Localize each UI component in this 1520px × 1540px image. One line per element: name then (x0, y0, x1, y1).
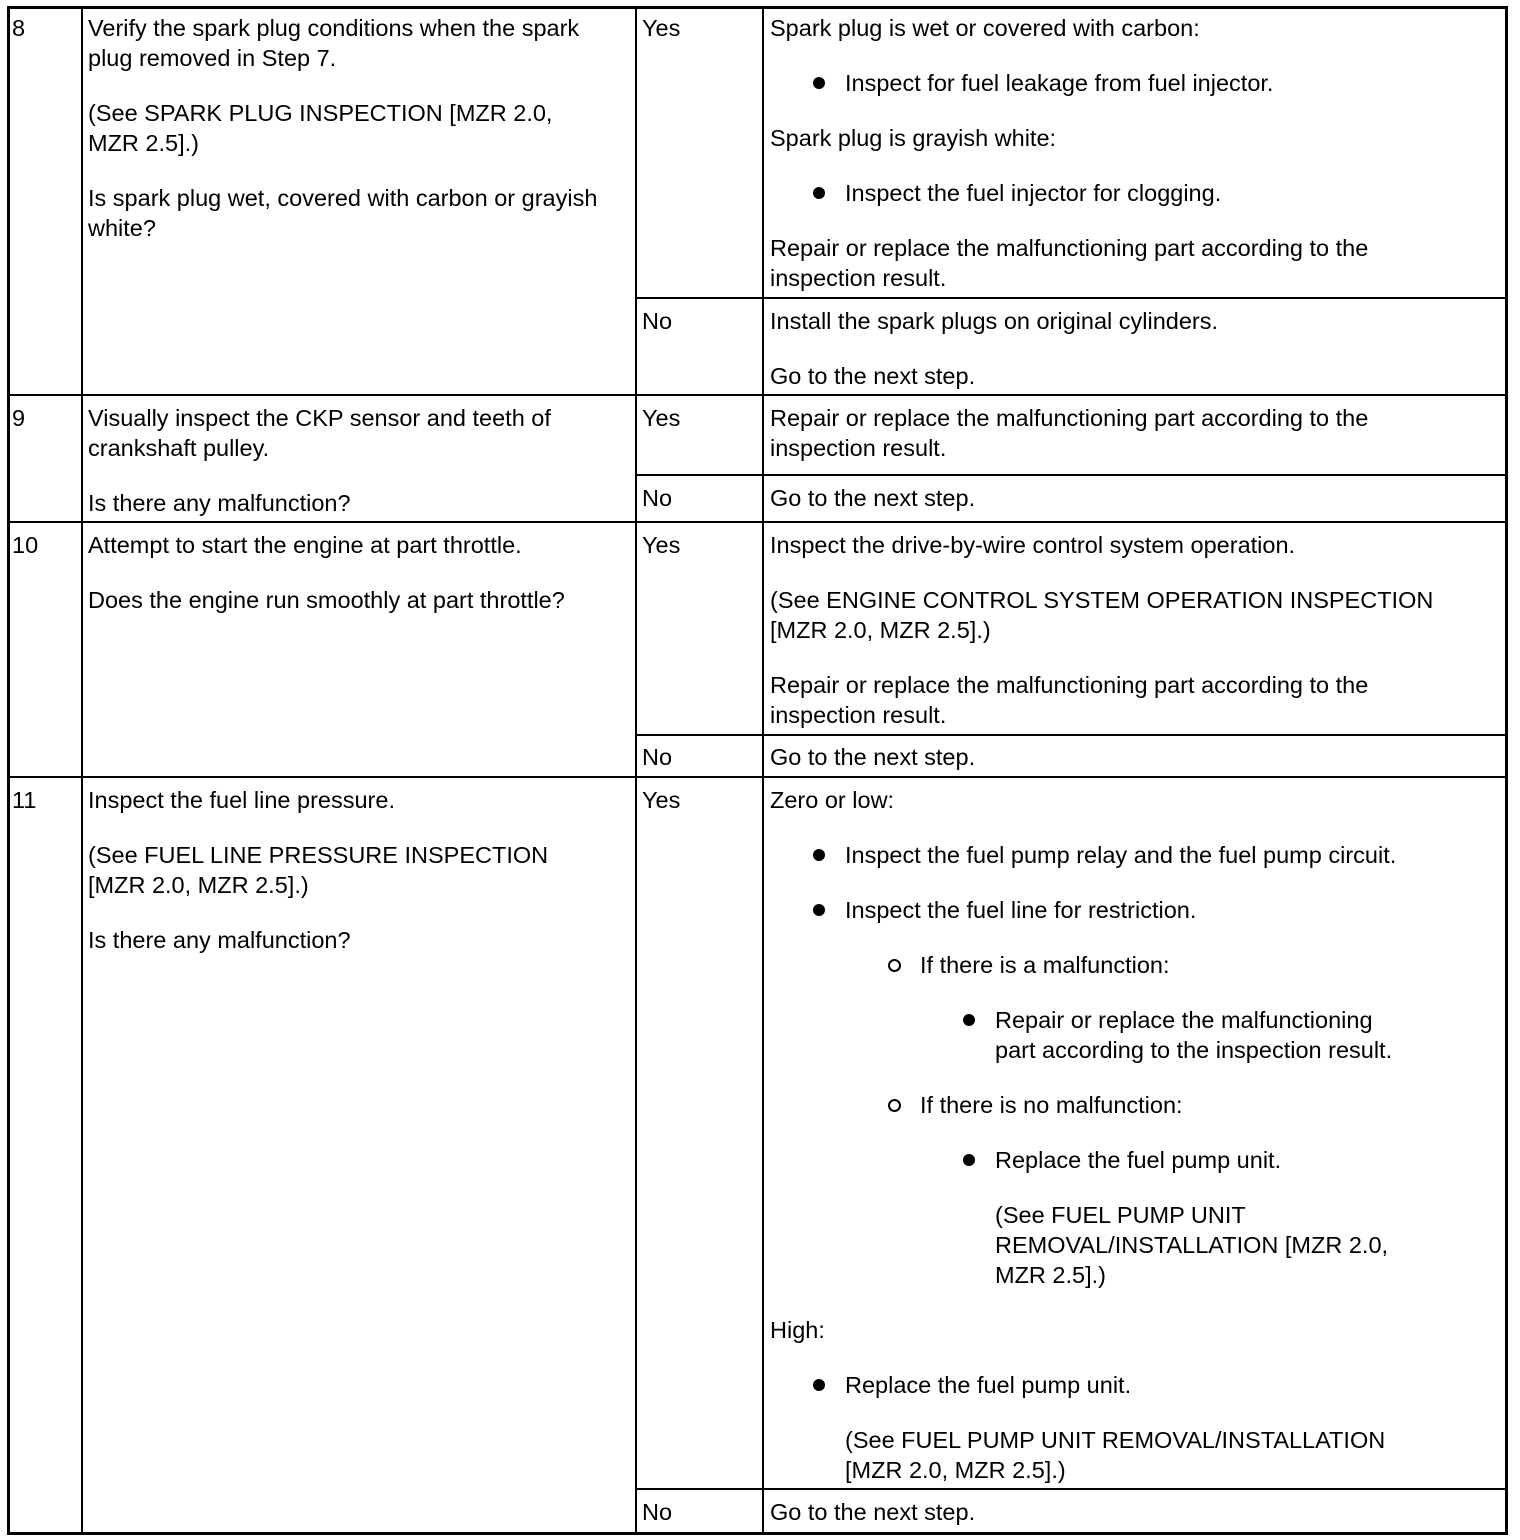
result-divider (635, 474, 1508, 476)
step-number: 10 (12, 532, 39, 558)
action-text: If there is a malfunction: (920, 952, 1170, 978)
inspection-text: Does the engine run smoothly at part throttle? (88, 587, 565, 613)
action-text: High: (770, 1317, 825, 1343)
row-divider (7, 776, 1508, 778)
action-text: Replace the fuel pump unit. (995, 1147, 1282, 1173)
action-text: Repair or replace the malfunctioning part according to the (770, 405, 1369, 431)
inspection-text: (See SPARK PLUG INSPECTION [MZR 2.0, (88, 100, 553, 126)
bullet-dot (813, 1379, 825, 1391)
action-text: Inspect the drive-by-wire control system operation. (770, 532, 1296, 558)
column-divider (81, 6, 83, 1535)
action-text: inspection result. (770, 702, 947, 728)
action-text: Zero or low: (770, 787, 895, 813)
bullet-circle (888, 1099, 901, 1112)
column-divider (762, 6, 764, 1535)
action-text: Repair or replace the malfunctioning part according to the (770, 235, 1369, 261)
row-divider (7, 521, 1508, 523)
action-text: (See FUEL PUMP UNIT (995, 1202, 1246, 1228)
action-text: part according to the inspection result. (995, 1037, 1393, 1063)
action-text: Go to the next step. (770, 485, 976, 511)
action-text: MZR 2.5].) (995, 1262, 1106, 1288)
bullet-circle (888, 959, 901, 972)
action-text: Inspect the fuel injector for clogging. (845, 180, 1222, 206)
action-text: REMOVAL/INSTALLATION [MZR 2.0, (995, 1232, 1389, 1258)
inspection-text: Visually inspect the CKP sensor and teeth of (88, 405, 551, 431)
step-number: 11 (12, 787, 37, 813)
action-text: If there is no malfunction: (920, 1092, 1183, 1118)
bullet-dot (963, 1154, 975, 1166)
row-divider (7, 394, 1508, 396)
inspection-text: Attempt to start the engine at part throttle. (88, 532, 522, 558)
result-divider (635, 297, 1508, 299)
inspection-text: white? (88, 215, 156, 241)
answer-yes: Yes (642, 787, 681, 813)
inspection-text: Is there any malfunction? (88, 490, 351, 516)
column-divider (635, 6, 637, 1535)
inspection-text: (See FUEL LINE PRESSURE INSPECTION (88, 842, 549, 868)
inspection-text: Is spark plug wet, covered with carbon or grayish (88, 185, 598, 211)
action-text: Spark plug is grayish white: (770, 125, 1057, 151)
action-text: [MZR 2.0, MZR 2.5].) (770, 617, 991, 643)
action-text: Install the spark plugs on original cylinders. (770, 308, 1219, 334)
action-text: [MZR 2.0, MZR 2.5].) (845, 1457, 1066, 1483)
answer-no: No (642, 308, 673, 334)
inspection-text: MZR 2.5].) (88, 130, 199, 156)
bullet-dot (963, 1014, 975, 1026)
bullet-dot (813, 77, 825, 89)
step-number: 9 (12, 405, 26, 431)
action-text: Inspect for fuel leakage from fuel injector. (845, 70, 1274, 96)
action-text: Go to the next step. (770, 363, 976, 389)
action-text: inspection result. (770, 265, 947, 291)
inspection-text: Verify the spark plug conditions when the spark (88, 15, 580, 41)
answer-no: No (642, 744, 673, 770)
action-text: Spark plug is wet or covered with carbon: (770, 15, 1200, 41)
bullet-dot (813, 187, 825, 199)
answer-no: No (642, 485, 673, 511)
inspection-text: plug removed in Step 7. (88, 45, 337, 71)
answer-yes: Yes (642, 405, 681, 431)
action-text: (See FUEL PUMP UNIT REMOVAL/INSTALLATION (845, 1427, 1386, 1453)
action-text: Go to the next step. (770, 744, 976, 770)
inspection-text: [MZR 2.0, MZR 2.5].) (88, 872, 309, 898)
inspection-text: crankshaft pulley. (88, 435, 270, 461)
inspection-text: Is there any malfunction? (88, 927, 351, 953)
action-text: (See ENGINE CONTROL SYSTEM OPERATION INSPECTION (770, 587, 1434, 613)
result-divider (635, 1488, 1508, 1490)
action-text: inspection result. (770, 435, 947, 461)
answer-yes: Yes (642, 15, 681, 41)
action-text: Repair or replace the malfunctioning (995, 1007, 1373, 1033)
inspection-text: Inspect the fuel line pressure. (88, 787, 395, 813)
step-number: 8 (12, 15, 26, 41)
result-divider (635, 734, 1508, 736)
action-text: Inspect the fuel pump relay and the fuel pump circuit. (845, 842, 1397, 868)
action-text: Replace the fuel pump unit. (845, 1372, 1132, 1398)
answer-no: No (642, 1499, 673, 1525)
action-text: Repair or replace the malfunctioning part according to the (770, 672, 1369, 698)
action-text: Go to the next step. (770, 1499, 976, 1525)
action-text: Inspect the fuel line for restriction. (845, 897, 1197, 923)
answer-yes: Yes (642, 532, 681, 558)
bullet-dot (813, 849, 825, 861)
bullet-dot (813, 904, 825, 916)
